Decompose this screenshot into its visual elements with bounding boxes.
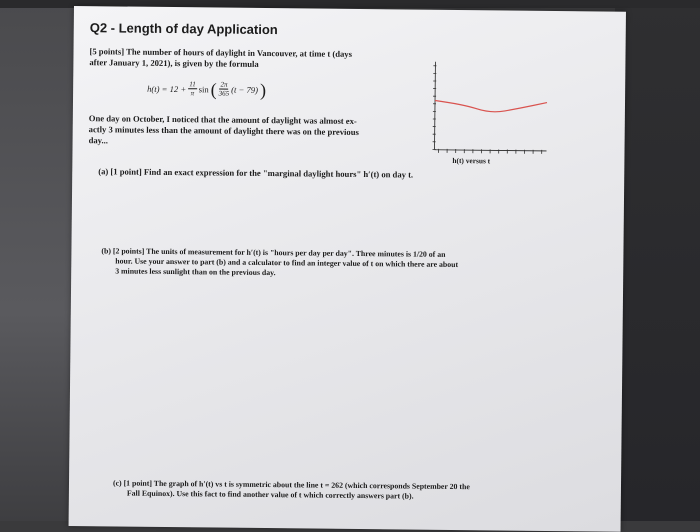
part-b-line3: 3 minutes less sunlight than on the previous day. (101, 266, 275, 277)
formula-open-paren: ( (211, 81, 217, 97)
intro-points: [5 points] (89, 46, 124, 56)
part-b-line2: hour. Use your answer to part (b) and a calculator to find an integer value of t on which there are about (101, 256, 458, 269)
formula-frac1-num: 11 (188, 80, 197, 89)
formula-close-paren: ) (260, 81, 266, 97)
part-c-label: (c) (113, 478, 122, 487)
part-a-points: [1 point] (110, 166, 141, 176)
part-a-text: Find an exact expression for the "marginal daylight hours" h′(t) on day t. (144, 167, 413, 180)
story-line3: day... (89, 135, 108, 145)
background-left (0, 0, 80, 521)
chart-y-axis (435, 62, 436, 150)
question-title: Q2 - Length of day Application (90, 20, 278, 37)
part-c-line1: The graph of h′(t) vs t is symmetric about the line t = 262 (which corresponds September 20 the (154, 479, 470, 491)
part-c-points: [1 point] (124, 479, 152, 488)
background-right (615, 0, 700, 521)
daylight-chart (428, 58, 549, 169)
formula-fraction-1 (188, 80, 197, 97)
formula-lhs: h(t) = 12 + (147, 83, 186, 93)
formula-fraction-2 (219, 81, 230, 98)
daylight-formula (147, 80, 266, 98)
formula-frac1-den: π (191, 89, 195, 97)
formula-frac2-den: 365 (219, 90, 230, 98)
worksheet-page (69, 6, 626, 532)
story-paragraph (89, 113, 434, 150)
formula-frac2-num: 2π (219, 81, 228, 90)
part-c (113, 478, 583, 503)
chart-caption: h(t) versus t (452, 156, 490, 165)
intro-line2: after January 1, 2021), is given by the formula (89, 57, 258, 69)
part-b-line1: The units of measurement for h′(t) is "hours per day per day". Three minutes is 1/20 of an (146, 247, 445, 259)
intro-line1: The number of hours of daylight in Vancouver, at time t (days (124, 47, 352, 59)
part-c-line2: Fall Equinox). Use this fact to find another value of t which correctly answers part (b). (113, 488, 414, 500)
formula-inner: (t − 79) (231, 84, 258, 94)
part-a (98, 166, 518, 181)
formula-sin: sin (199, 84, 209, 94)
part-a-label: (a) (98, 166, 108, 176)
part-b-points: [2 points] (113, 246, 145, 255)
chart-series-line (435, 101, 547, 113)
part-b-label: (b) (101, 246, 111, 255)
story-line2: actly 3 minutes less than the amount of daylight there was on the previous (89, 124, 359, 137)
part-b (101, 246, 571, 281)
intro-paragraph (89, 46, 434, 72)
story-line1: One day on October, I noticed that the amount of daylight was almost ex- (89, 113, 357, 126)
